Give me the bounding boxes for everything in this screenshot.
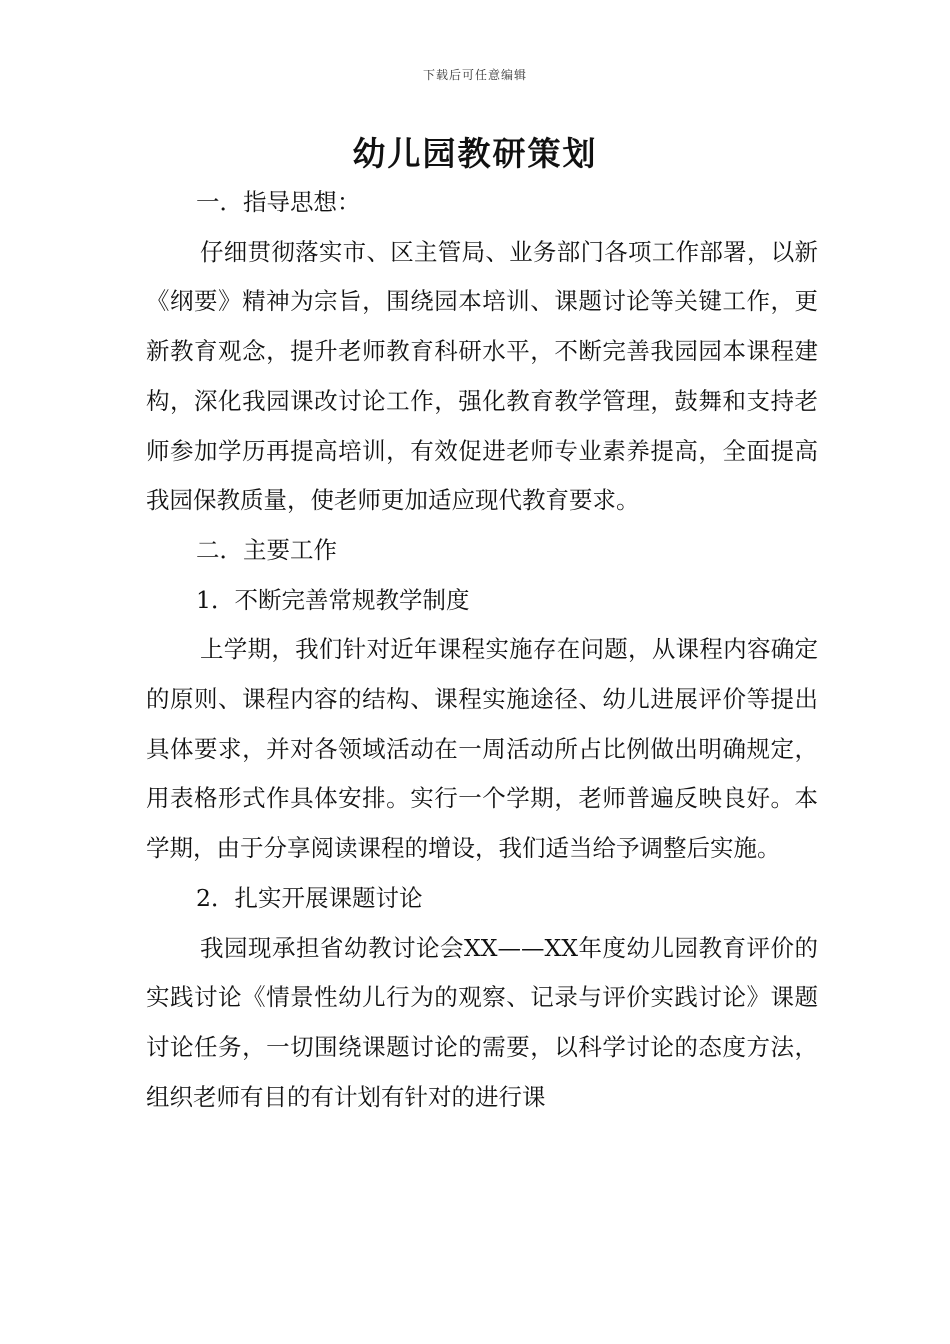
document-body xyxy=(146,178,818,1122)
paragraph-guiding-thought: 仔细贯彻落实市、区主管局、业务部门各项工作部署，以新《纲要》精神为宗旨，围绕园本培训、课题讨论等关键工作，更新教育观念，提升老师教育科研水平，不断完善我园园本课程建构，深化我园课改讨论工作，强化教育教学管理，鼓舞和支持老师参加学历再提高培训，有效促进老师专业素养提高，全面提高我园保教质量，使老师更加适应现代教育要求。 xyxy=(146,237,818,515)
subsection-heading-teaching-system: 1．不断完善常规教学制度 xyxy=(196,585,470,614)
paragraph-research: 我园现承担省幼教讨论会XX——XX年度幼儿园教育评价的实践讨论《情景性幼儿行为的观察、记录与评价实践讨论》课题讨论任务，一切围绕课题讨论的需要，以科学讨论的态度方法，组织老师有目的有计划有针对的进行课 xyxy=(146,933,818,1111)
header-note: 下载后可任意编辑 xyxy=(422,68,527,82)
paragraph-teaching-system: 上学期，我们针对近年课程实施存在问题，从课程内容确定的原则、课程内容的结构、课程实施途径、幼儿进展评价等提出具体要求，并对各领域活动在一周活动所占比例做出明确规定，用表格形式作具体安排。实行一个学期，老师普遍反映良好。本学期，由于分享阅读课程的增设，我们适当给予调整后实施。 xyxy=(146,635,818,863)
document-title: 幼儿园教研策划 xyxy=(352,134,598,173)
section-heading-main-work: 二．主要工作 xyxy=(196,535,337,564)
section-heading-guiding-thought: 一．指导思想： xyxy=(196,188,361,216)
subsection-heading-research: 2．扎实开展课题讨论 xyxy=(196,883,423,912)
